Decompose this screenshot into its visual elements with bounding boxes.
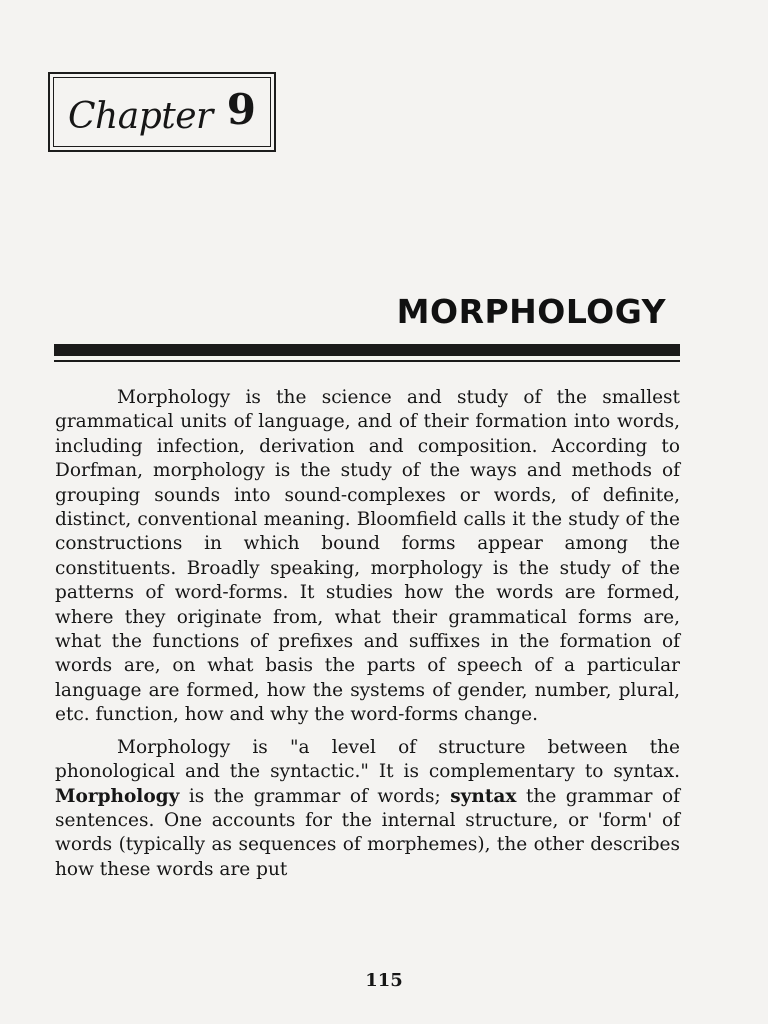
paragraph-1: Morphology is the science and study of the smallest grammatical units of language, and of their formation into words, including infection, derivation and composition. According to Dorfman, morphology is the study of the ways and methods of grouping sounds into sound-complexes or words, of definite, distinct, conventional meaning. Bloomfield calls it the study of the constructions in which bound forms appear among the constituents. Broadly speaking, morphology is the study of the patterns of word-forms. It studies how the words are formed, where they originate from, what their grammatical forms are, what the functions of prefixes and suffixes in the formation of words are, on what basis the parts of speech of a particular language are formed, how the systems of gender, number, plural, etc. function, how and why the word-forms change. (55, 387, 680, 726)
term-syntax: syntax (450, 785, 517, 807)
body-text (55, 386, 680, 882)
term-morphology: Morphology (55, 785, 180, 807)
chapter-heading-inner (53, 77, 271, 147)
paragraph-2 (55, 736, 680, 882)
chapter-heading-box (48, 72, 276, 152)
title-rule-thick (54, 344, 680, 356)
page-number: 115 (365, 970, 403, 991)
chapter-number: 9 (226, 84, 256, 134)
paragraph-2-part-3: the grammar of sentences. One accounts for the internal structure, or 'form' of words (typically as sequences of morphemes), the other describes how these words are put (55, 785, 680, 880)
chapter-label: Chapter (68, 95, 213, 137)
paragraph-2-part-2: is the grammar of words; (179, 785, 451, 807)
paragraph-2-part-1: Morphology is "a level of structure between the phonological and the syntactic." It is complementary to syntax. (55, 736, 680, 783)
title-rule-thin (54, 360, 680, 362)
chapter-title: MORPHOLOGY (396, 292, 666, 331)
